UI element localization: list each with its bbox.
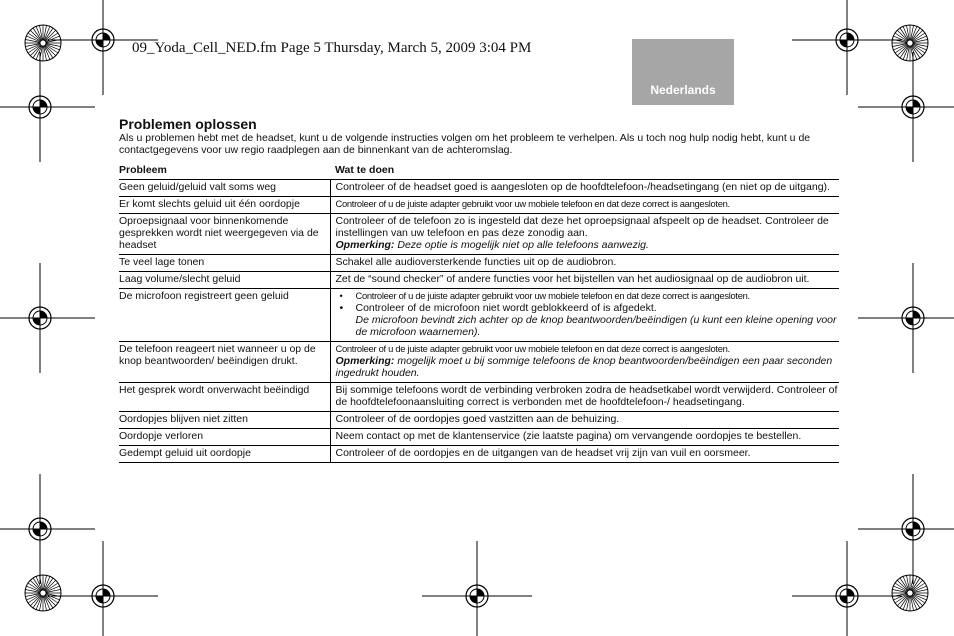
language-tab-label: Nederlands xyxy=(650,83,716,97)
action-cell: Controleer of de headset goed is aangesloten op de hoofdtelefoon-/headsetingang (en niet op de uitgang). xyxy=(330,180,839,197)
table-row xyxy=(119,429,839,446)
bullet-list xyxy=(336,290,840,314)
table-row xyxy=(119,383,839,412)
bullet-item: • Controleer of u de juiste adapter gebruikt voor uw mobiele telefoon en dat deze correct is aangesloten. xyxy=(336,290,840,302)
action-cell: Controleer of de oordopjes goed vastzitten aan de behuizing. xyxy=(330,412,839,429)
action-cell xyxy=(330,342,839,383)
note-body: mogelijk moet u bij sommige telefoons de knop beantwoorden/beëindigen een paar seconden ingedrukt houden. xyxy=(335,355,833,379)
action-cell xyxy=(330,214,839,255)
table-row xyxy=(119,255,839,272)
action-cell: Controleer of de oordopjes en de uitgangen van de headset vrij zijn van vuil en oorsmeer. xyxy=(330,446,839,463)
problem-cell: De telefoon reageert niet wanneer u op de knop beantwoorden/ beëindigen drukt. xyxy=(119,342,330,383)
troubleshooting-table xyxy=(119,162,839,463)
action-text: Controleer of u de juiste adapter gebruikt voor uw mobiele telefoon en dat deze correct is aangesloten. xyxy=(335,343,730,354)
table-row xyxy=(119,272,839,289)
note-text xyxy=(336,239,840,251)
problem-cell: Het gesprek wordt onverwacht beëindigd xyxy=(119,383,330,412)
action-cell: Bij sommige telefoons wordt de verbinding verbroken zodra de headsetkabel wordt verwijderd. Controleer of de hoofdtelefoonaansluiting correct is verbonden met de hoofdtelefoon-/ headsetingang. xyxy=(330,383,839,412)
action-cell xyxy=(330,289,839,342)
table-row xyxy=(119,412,839,429)
column-header-problem: Probleem xyxy=(119,162,330,180)
action-cell: Schakel alle audioversterkende functies uit op de audiobron. xyxy=(330,255,839,272)
column-header-action: Wat te doen xyxy=(330,162,839,180)
table-header-row xyxy=(119,162,839,180)
table-row xyxy=(119,446,839,463)
table-row xyxy=(119,197,839,214)
problem-cell: Oordopjes blijven niet zitten xyxy=(119,412,330,429)
problem-cell: De microfoon registreert geen geluid xyxy=(119,289,330,342)
table-row xyxy=(119,342,839,383)
table-row xyxy=(119,289,839,342)
action-cell: Neem contact op met de klantenservice (zie laatste pagina) om vervangende oordopjes te bestellen. xyxy=(330,429,839,446)
problem-cell: Laag volume/slecht geluid xyxy=(119,272,330,289)
action-text: Controleer of de telefoon zo is ingesteld dat deze het oproepsignaal afspeelt op de headset. Controleer de instellingen van uw telefoon en pas deze zonodig aan. xyxy=(335,215,829,239)
problem-cell: Oproepsignaal voor binnenkomende gesprekken wordt niet weergegeven via de headset xyxy=(119,214,330,255)
problem-cell: Gedempt geluid uit oordopje xyxy=(119,446,330,463)
table-row xyxy=(119,180,839,197)
sub-note-text: De microfoon bevindt zich achter op de knop beantwoorden/beëindigen (u kunt een kleine opening voor de microfoon waarnemen). xyxy=(355,314,837,338)
table-row xyxy=(119,214,839,255)
note-label: Opmerking: xyxy=(335,355,395,367)
language-tab xyxy=(632,39,734,105)
file-header-line: 09_Yoda_Cell_NED.fm Page 5 Thursday, March 5, 2009 3:04 PM xyxy=(132,40,532,56)
note-body: Deze optie is mogelijk niet op alle telefoons aanwezig. xyxy=(394,239,649,251)
problem-cell: Geen geluid/geluid valt soms weg xyxy=(119,180,330,197)
bullet-item: • Controleer of de microfoon niet wordt geblokkeerd of is afgedekt. xyxy=(336,302,840,314)
note-label: Opmerking: xyxy=(335,239,395,251)
problem-cell: Te veel lage tonen xyxy=(119,255,330,272)
section-title: Problemen oplossen xyxy=(119,116,257,132)
action-cell: Zet de “sound checker” of andere functies voor het bijstellen van het audiosignaal op de audiobron uit. xyxy=(330,272,839,289)
action-cell: Controleer of u de juiste adapter gebruikt voor uw mobiele telefoon en dat deze correct is aangesloten. xyxy=(330,197,839,214)
troubleshooting-section xyxy=(119,117,839,463)
problem-cell: Oordopje verloren xyxy=(119,429,330,446)
note-text xyxy=(336,355,840,379)
problem-cell: Er komt slechts geluid uit één oordopje xyxy=(119,197,330,214)
section-intro: Als u problemen hebt met de headset, kunt u de volgende instructies volgen om het probleem te verhelpen. Als u toch nog hulp nodig hebt, kunt u de contactgegevens voor uw regio raadplegen aan de binnenkant van de achteromslag. xyxy=(119,132,811,156)
